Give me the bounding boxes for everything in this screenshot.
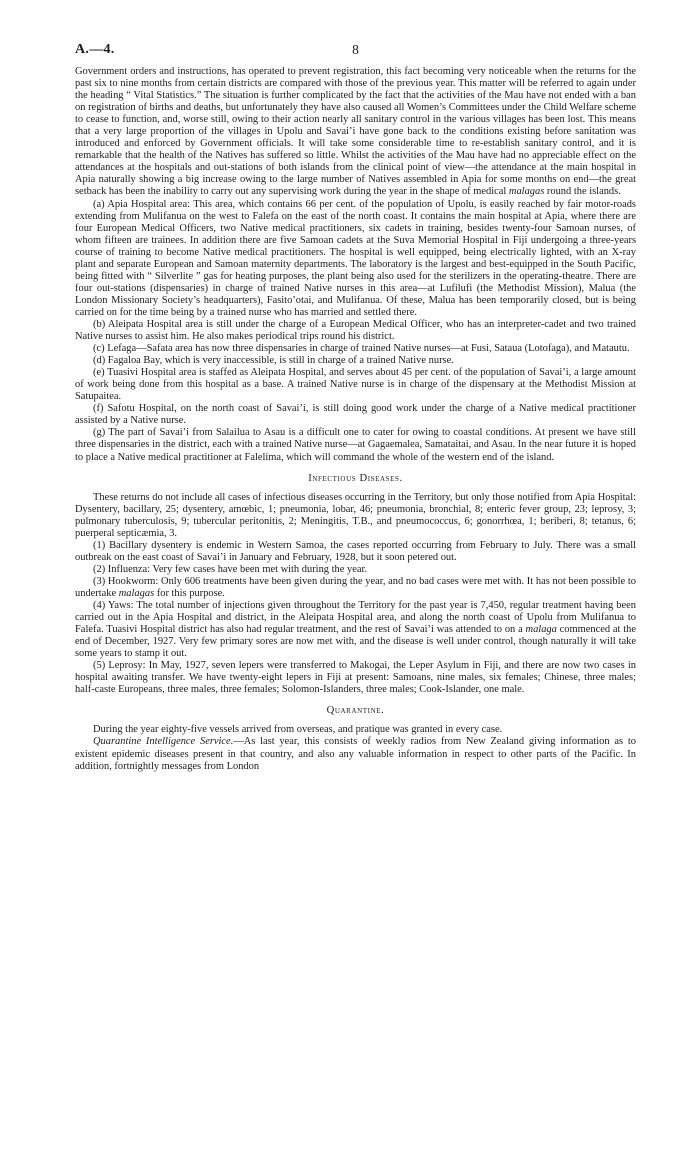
document-reference: A.—4. bbox=[75, 42, 115, 57]
paragraph-infectious-returns: These returns do not include all cases of infectious diseases occurring in the Territory, but only those notified from Apia Hospital: Dysentery, bacillary, 25; dysentery, amœbic, 1; pneumonia, lobar, 46; pneumonia, bronchial, 8; enteric fever group, 23; leprosy, 3; pulmonary tuberculosis, 9; tubercular peritonitis, 2; Meningitis, T.B., and pneumococcus, 6; gonorrhœa, 1; beriberi, 8; tetanus, 6; puerperal septicæmia, 3. bbox=[75, 491, 636, 539]
intro-paragraph: Government orders and instructions, has operated to prevent registration, this fact becoming very noticeable when the returns for the past six to nine months from certain districts are compared with those of the previous year. This matter will be referred to again under the heading “ Vital Statistics.” The situation is further complicated by the fact that the activities of the Mau have not ended with a ban on registration of births and deaths, but unfortunately they have also caused all Women’s Committees under the Child Welfare scheme to cease to function, and, worse still, owing to their action nearly all sanitary control in the various villages has been lost. This means that a very large proportion of the villages in Upolu and Savai’i have gone back to the conditions existing before sanitation was introduced and enforced by Government officials. It will take some considerable time to re-establish sanitary control, and it is remarkable that the health of the Natives has suffered so little. Whilst the activities of the Mau have had no appreciable effect on the attendances at the hospitals and out-stations of both islands from the clinical point of view—the attendance at the main hospital in Apia naturally showing a big increase owing to the large number of Natives assembled in Apia for some months on end—the great setback has been the inability to carry out any supervising work during the year in the shape of medical malagas round the islands. bbox=[75, 66, 636, 198]
paragraph-fagaloa-bay: (d) Fagaloa Bay, which is very inaccessible, is still in charge of a trained Native nurse. bbox=[93, 355, 454, 367]
italic-term: malagas bbox=[508, 186, 545, 198]
heading-quarantine: Quarantine. bbox=[326, 705, 385, 717]
page-header bbox=[75, 44, 636, 66]
paragraph-apia-area: (a) Apia Hospital area: This area, which contains 66 per cent. of the population of Upolu, is easily reached by fair motor-roads extending from Mulifanua on the west to Falefa on the east of the north coast. It contains the main hospital at Apia, where there are four European Medical Officers, two Native medical practitioners, six cadets in training, besides twenty-four Samoan nurses, of whom fifteen are trainees. In addition there are five Samoan cadets at the Suva Memorial Hospital in Fiji undergoing a three-years course of training to become Native medical practitioners. The hospital is well equipped, being electrically lighted, with an X-ray plant and separate European and Samoan maternity departments. The laboratory is the largest and best-equipped in the South Pacific, being fitted with “ Silverlite ” gas for heating purposes, the plant being also used for the sterilizers in the operating-theatre. There are four out-stations (dispensaries) in charge of trained Native nurses in this area—at Lufilufi (the Methodist Mission), Malua (the London Missionary Society’s headquarters), Fasito’otai, and Mulifanua. Of these, Malua has been temporarily closed, but is being carried on for the time being by a trained nurse who has married and settled there. bbox=[75, 198, 636, 318]
paragraph-aleipata-area: (b) Aleipata Hospital area is still under the charge of a European Medical Officer, who has an interpreter-cadet and two trained Native nurses to assist him. He also makes periodical trips round his district. bbox=[75, 318, 636, 343]
paragraph-quarantine-intelligence: Quarantine Intelligence Service.—As last year, this consists of weekly radios from New Zealand giving information as to existent epidemic diseases present in that country, and also any valuable information in respect to other parts of the Pacific. In addition, fortnightly messages from London bbox=[75, 736, 636, 772]
paragraph-hookworm: (3) Hookworm: Only 606 treatments have been given during the year, and no bad cases were met with. It has not been possible to undertake malagas for this purpose. bbox=[75, 575, 636, 599]
italic-term: malagas bbox=[118, 587, 155, 599]
paragraph-influenza: (2) Influenza: Very few cases have been met with during the year. bbox=[93, 563, 367, 575]
paragraph-dysentery: (1) Bacillary dysentery is endemic in Western Samoa, the cases reported occurring from February to July. There was a small outbreak on the east coast of Savai’i in January and February, 1928, but it soon petered out. bbox=[75, 539, 636, 563]
paragraph-tuasivi-area: (e) Tuasivi Hospital area is staffed as Aleipata Hospital, and serves about 45 per cent. of the population of Savai’i, a large amount of work being done from this hospital as a base. A trained Native nurse is in charge of the dispensary at the Methodist Mission at Satupaitea. bbox=[75, 367, 636, 403]
paragraph-salailua-asau: (g) The part of Savai’i from Salailua to Asau is a difficult one to cater for owing to coastal conditions. At present we have still three dispensaries in the district, each with a trained Native nurse—at Gagaemalea, Samataitai, and Asau. In the near future it is hoped to place a Native medical practitioner at Falelima, which will command the whole of the western end of the island. bbox=[75, 427, 636, 463]
paragraph-yaws: (4) Yaws: The total number of injections given throughout the Territory for the past year is 7,450, regular treatment having been carried out in the Apia Hospital and district, in the Aleipata Hospital area, and along the north coast of Upolu from Mulifanua to Falefa. Tuasivi Hospital district has also had regular treatment, and the rest of Savai’i was attended to on a malaga commenced at the end of December, 1927. Very few primary sores are now met with, and the disease is well under control, though naturally it will take some years to stamp it out. bbox=[75, 600, 636, 660]
heading-infectious-diseases: Infectious Diseases. bbox=[308, 472, 403, 484]
page-number: 8 bbox=[352, 42, 359, 57]
paragraph-vessels: During the year eighty-five vessels arrived from overseas, and pratique was granted in every case. bbox=[93, 724, 503, 736]
paragraph-lefaga-safata: (c) Lefaga—Safata area has now three dispensaries in charge of trained Native nurses—at Fusi, Sataua (Lotofaga), and Matautu. bbox=[93, 343, 630, 355]
italic-term: malaga bbox=[525, 624, 557, 636]
paragraph-leprosy: (5) Leprosy: In May, 1927, seven lepers were transferred to Makogai, the Leper Asylum in Fiji, and there are now two cases in hospital awaiting transfer. We have twenty-eight lepers in Fiji at present: Samoans, nine males, six females; Chinese, three males; half-caste Europeans, three males, three females; Solomon-Islanders, three males; Cook-Islander, one male. bbox=[75, 660, 636, 696]
italic-subheading: Quarantine Intelligence Service. bbox=[93, 736, 234, 748]
paragraph-safotu: (f) Safotu Hospital, on the north coast of Savai’i, is still doing good work under the charge of a Native medical practitioner assisted by a Native nurse. bbox=[75, 403, 636, 427]
